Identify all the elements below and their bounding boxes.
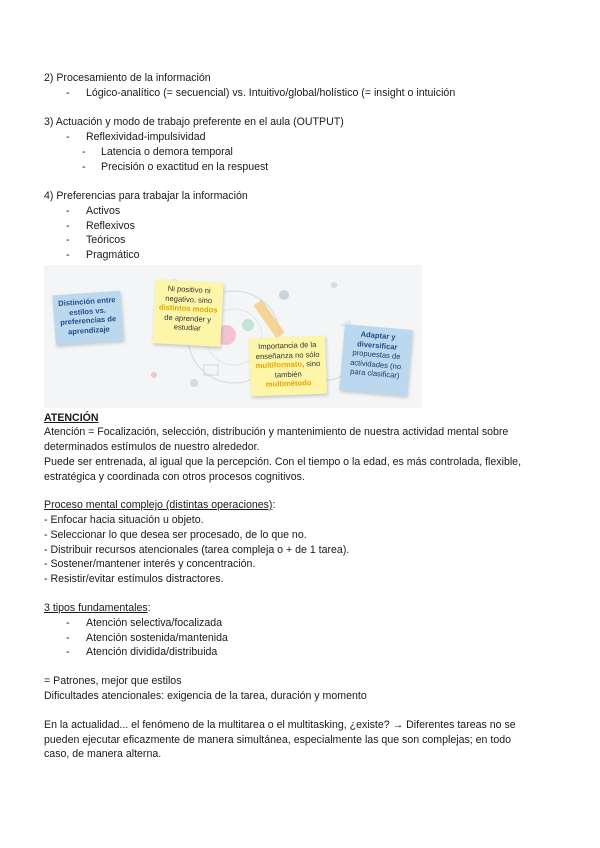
section-2-heading: 2) Procesamiento de la información: [44, 72, 211, 84]
note-text: Importancia de la enseñanza no sólo: [255, 339, 320, 361]
paragraph-line: caso, de manera alterna.: [44, 748, 162, 760]
dificultades-line: Dificultades atencionales: exigencia de la tarea, duración y momento: [44, 690, 367, 702]
list-item-text: Atención selectiva/focalizada: [86, 617, 223, 629]
paragraph-line: En la actualidad... el fenómeno de la multitarea o el multitasking, ¿existe? → Diferentes tareas no se: [44, 719, 516, 731]
section-4-heading: 4) Preferencias para trabajar la información: [44, 190, 248, 202]
note-importancia: [249, 336, 327, 397]
bullet-dash: -: [66, 205, 70, 217]
bullet-dash: -: [66, 234, 70, 246]
operation-item: - Enfocar hacia situación u objeto.: [44, 514, 204, 526]
note-distincion: Distinción entre estilos vs. preferencias de aprendizaje: [52, 291, 123, 346]
list-item: [66, 645, 218, 659]
sub-list-item-text: Precisión o exactitud en la respuest: [101, 161, 269, 173]
paragraph-line: Puede ser entrenada, al igual que la percepción. Con el tiempo o la edad, es más controlada, flexible,: [44, 456, 522, 468]
note-text: propuestas de actividades (no para clasificar): [349, 347, 402, 381]
list-item-text: Atención dividida/distribuida: [86, 646, 218, 658]
bullet-dash: -: [82, 146, 86, 158]
bullet-dash: -: [66, 249, 70, 261]
paragraph-line: estratégica y coordinada con otros procesos cognitivos.: [44, 471, 305, 483]
proceso-heading-colon: :: [272, 499, 276, 511]
list-item: [66, 248, 140, 262]
sub-list-item-text: Latencia o demora temporal: [101, 146, 233, 158]
list-item: [66, 219, 135, 233]
bullet-dash: -: [66, 131, 70, 143]
note-text: Ni positivo ni negativo, sino: [165, 283, 213, 305]
section-3-heading: 3) Actuación y modo de trabajo preferente en el aula (OUTPUT): [44, 116, 344, 128]
note-highlight: distintos modos: [158, 302, 218, 315]
list-item: [66, 204, 121, 218]
sub-list-item: [82, 160, 269, 174]
proceso-heading: [44, 498, 275, 512]
bullet-dash: -: [82, 161, 86, 173]
note-highlight: multiformato: [255, 359, 303, 371]
learning-styles-illustration: [44, 265, 422, 408]
list-item: [66, 631, 228, 645]
section-title-atencion: ATENCIÓN: [44, 412, 99, 424]
list-item-text: Reflexivos: [86, 220, 135, 232]
proceso-heading-text: Proceso mental complejo (distintas operaciones): [44, 499, 273, 511]
note-text: de aprender y estudiar: [164, 312, 212, 333]
tipos-heading-colon: :: [147, 602, 151, 614]
note-ni-positivo: [152, 279, 223, 346]
tipos-heading-text: 3 tipos fundamentales: [44, 602, 148, 614]
list-item: [66, 86, 456, 100]
operation-item: - Sostener/mantener interés y concentración.: [44, 558, 256, 570]
operation-item: - Seleccionar lo que desea ser procesado, de lo que no.: [44, 529, 307, 541]
list-item-text: Atención sostenida/mantenida: [86, 632, 228, 644]
bullet-dash: -: [66, 617, 70, 629]
list-item-text: Lógico-analítico (= secuencial) vs. Intuitivo/global/holístico (= insight o intuición: [86, 87, 456, 99]
bullet-dash: -: [66, 87, 70, 99]
sub-list-item: [82, 145, 233, 159]
paragraph-line: pueden ejecutar eficazmente de manera simultánea, especialmente las que son complejas; en todo: [44, 734, 511, 746]
list-item-text: Teóricos: [86, 234, 126, 246]
list-item: [66, 616, 223, 630]
note-text: Adaptar y diversificar: [356, 329, 398, 352]
note-text: , sino también: [274, 358, 321, 379]
bullet-dash: -: [66, 220, 70, 232]
note-highlight: multimétodo: [265, 378, 312, 389]
bullet-dash: -: [66, 646, 70, 658]
paragraph-line: Atención = Focalización, selección, distribución y mantenimiento de nuestra actividad mental sobre: [44, 426, 509, 438]
list-item: [66, 233, 126, 247]
operation-item: - Distribuir recursos atencionales (tarea compleja o + de 1 tarea).: [44, 544, 350, 556]
tipos-heading: [44, 601, 151, 615]
list-item-text: Activos: [86, 205, 121, 217]
patrones-line: = Patrones, mejor que estilos: [44, 675, 182, 687]
note-adaptar: [339, 324, 412, 396]
paragraph-line: determinados estímulos de nuestro alrededor.: [44, 441, 260, 453]
operation-item: - Resistir/evitar estímulos distractores.: [44, 573, 224, 585]
list-item: [66, 130, 206, 144]
list-item-text: Reflexividad-impulsividad: [86, 131, 206, 143]
list-item-text: Pragmático: [86, 249, 140, 261]
bullet-dash: -: [66, 632, 70, 644]
